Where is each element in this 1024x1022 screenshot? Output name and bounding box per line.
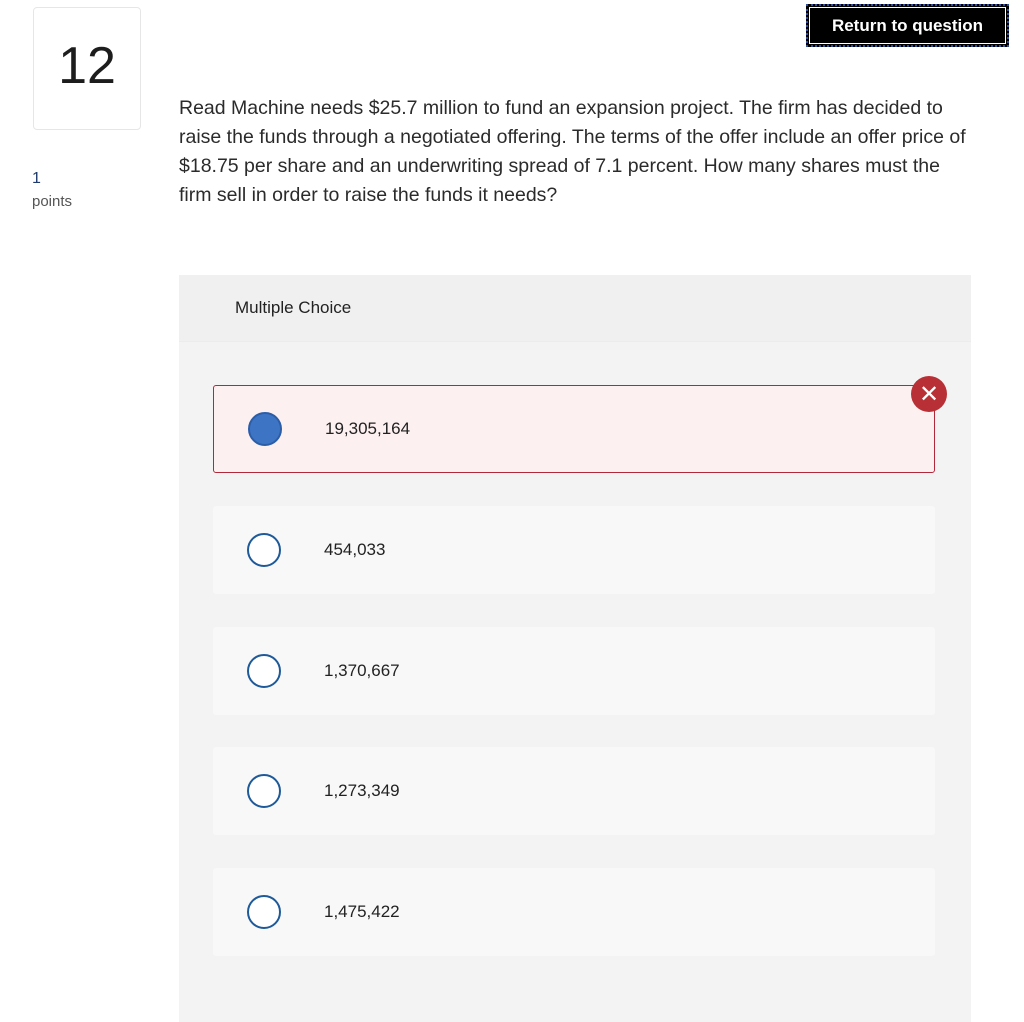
multiple-choice-panel: [179, 275, 971, 1022]
radio-icon[interactable]: [247, 895, 281, 929]
answer-option-label: 19,305,164: [325, 419, 411, 438]
answer-option-label: 1,370,667: [324, 661, 400, 680]
question-number-box: [33, 7, 141, 130]
answer-option-1[interactable]: [213, 385, 935, 473]
answer-option-label: 1,475,422: [324, 902, 400, 921]
answer-option-4[interactable]: [213, 747, 935, 835]
answer-option-label: 454,033: [324, 540, 386, 559]
question-text: Read Machine needs $25.7 million to fund an expansion project. The firm has decided to raise the funds through a negotiated offering. The terms of the offer include an offer price of $18.75 per share and an underwriting spread of 7.1 percent. How many shares must the firm sell in order to raise the funds it needs?: [179, 97, 966, 206]
radio-icon[interactable]: [247, 533, 281, 567]
answer-option-3[interactable]: [213, 627, 935, 715]
points-label: points: [32, 193, 73, 210]
answer-option-2[interactable]: [213, 506, 935, 594]
return-to-question-button[interactable]: Return to question: [806, 4, 1009, 47]
answer-option-5[interactable]: [213, 868, 935, 956]
points-value: 1: [32, 170, 41, 187]
multiple-choice-title: Multiple Choice: [235, 298, 352, 317]
multiple-choice-header: [179, 275, 971, 342]
radio-selected-icon[interactable]: [248, 412, 282, 446]
incorrect-x-icon: ✕: [911, 376, 947, 412]
question-number: 12: [58, 36, 116, 95]
answer-option-label: 1,273,349: [324, 781, 400, 800]
radio-icon[interactable]: [247, 654, 281, 688]
radio-icon[interactable]: [247, 774, 281, 808]
